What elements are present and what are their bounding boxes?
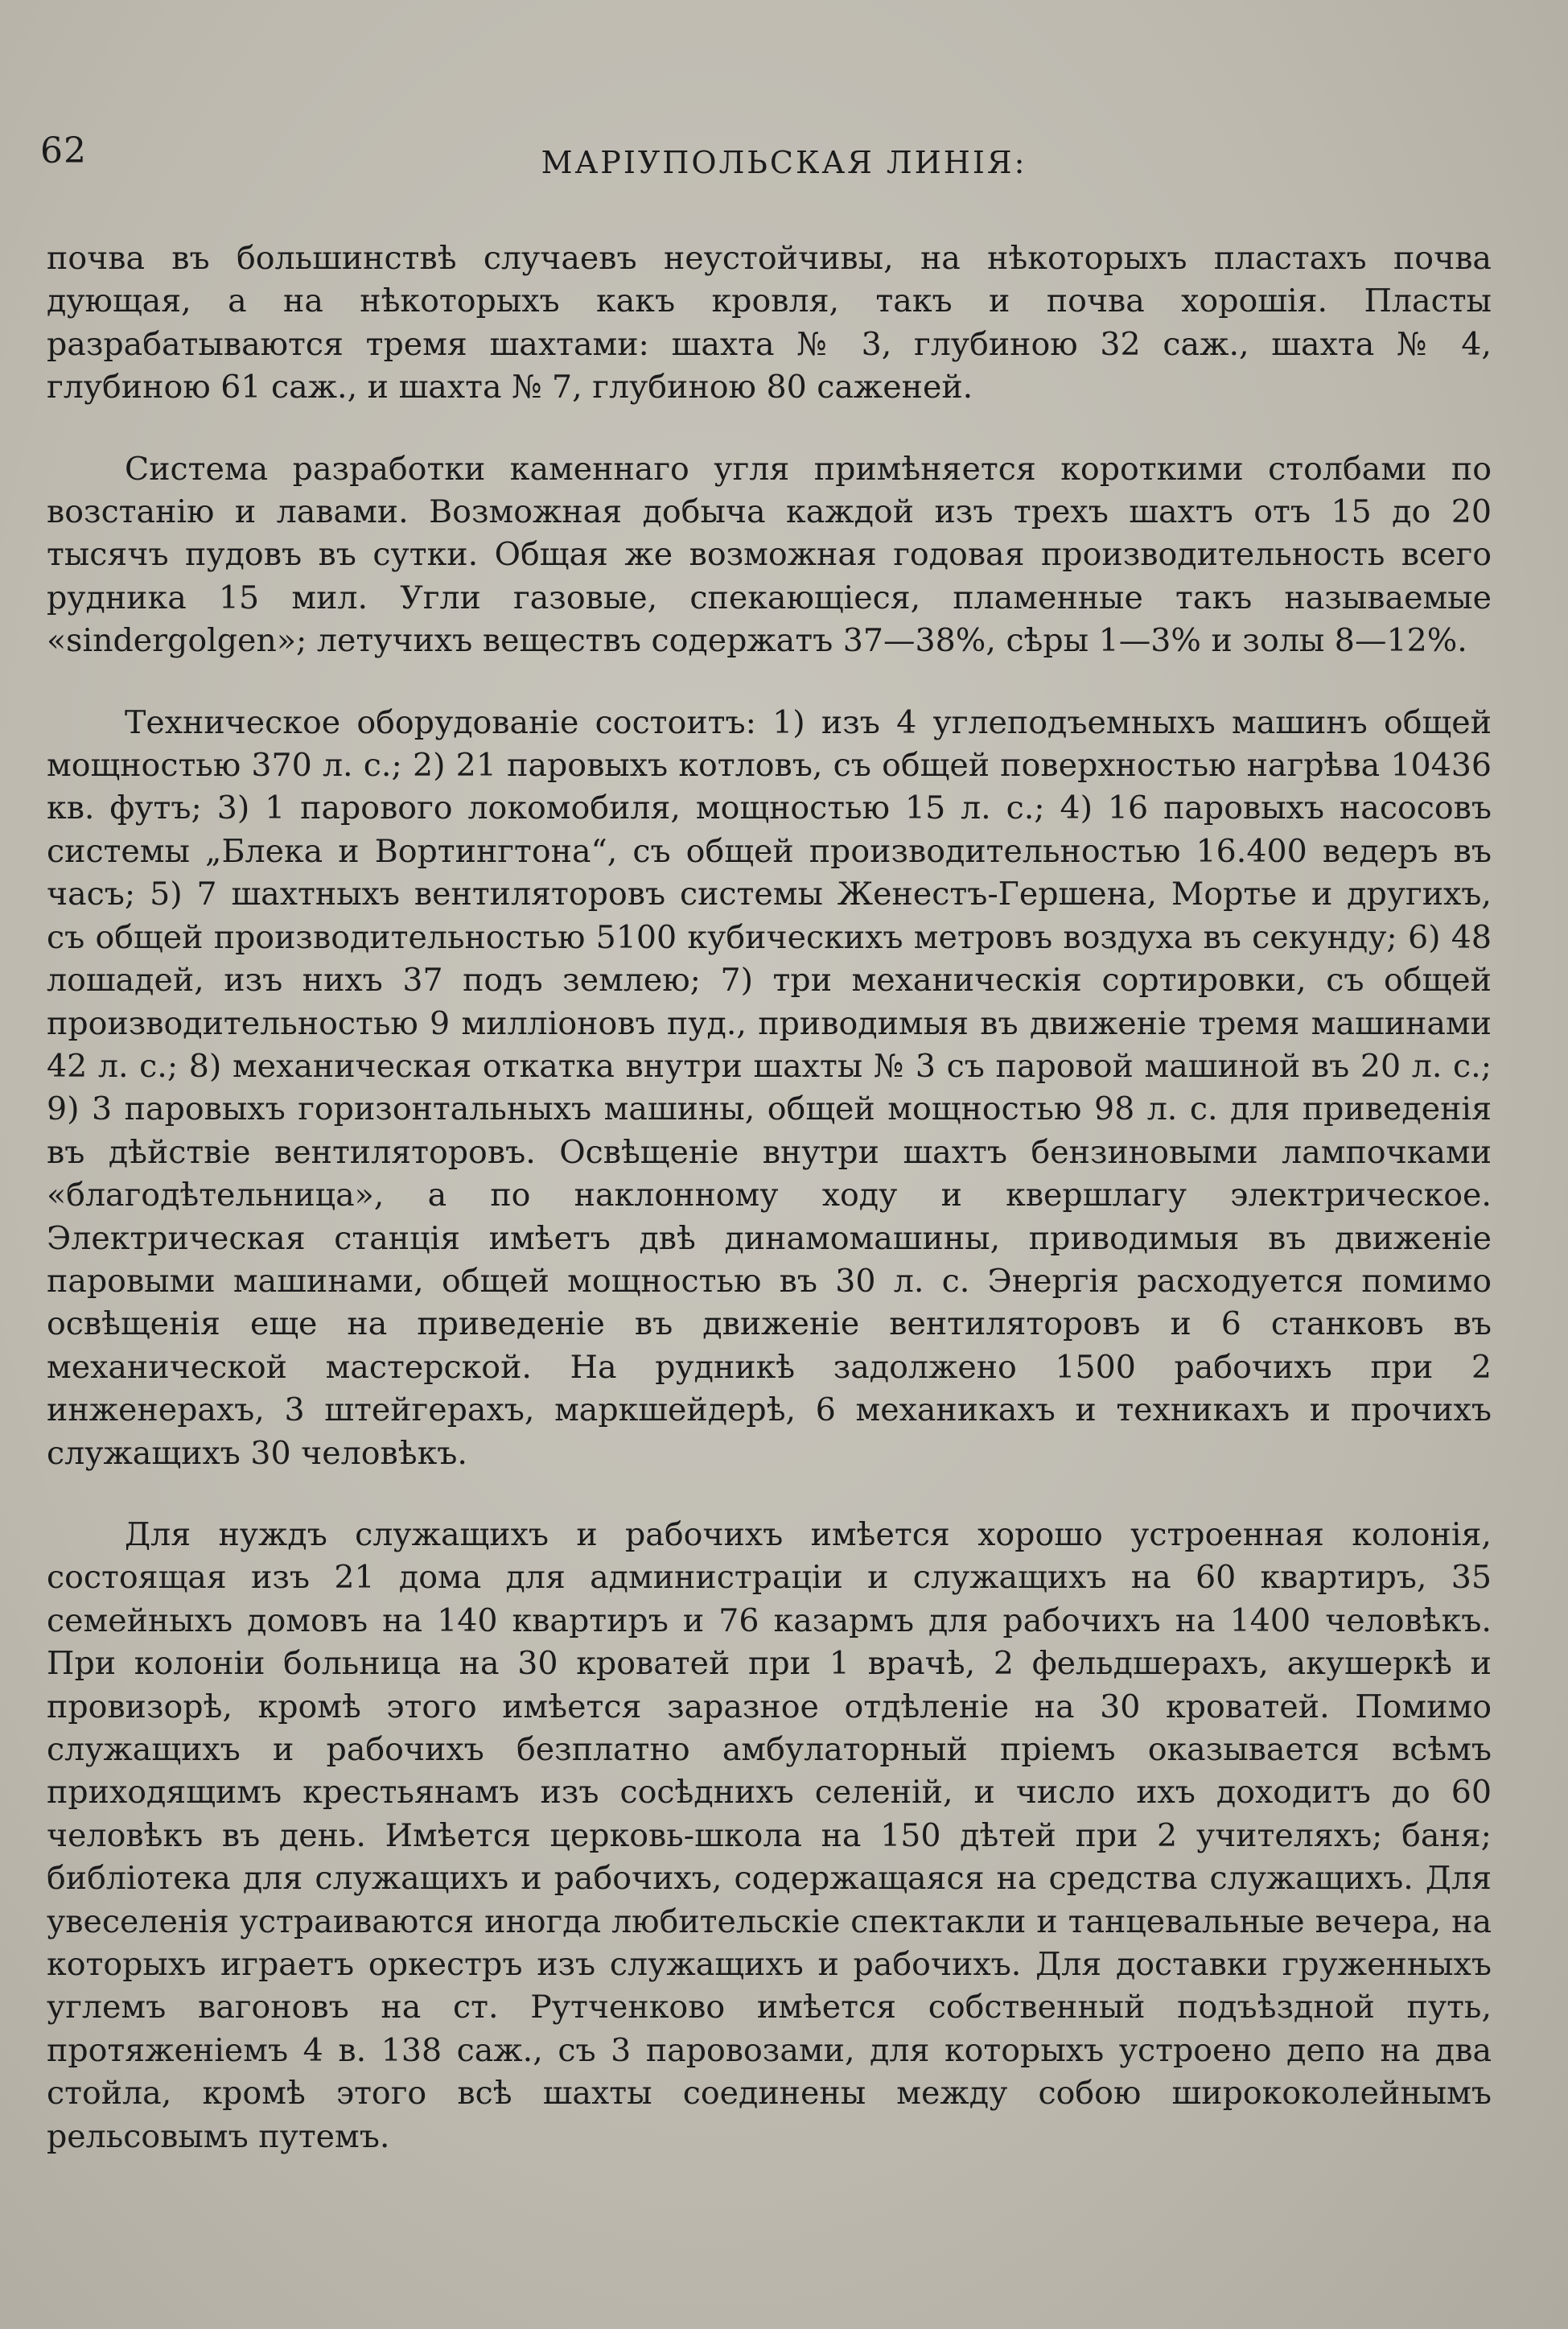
body-text [47,237,1492,2158]
running-title: МАРІУПОЛЬСКАЯ ЛИНІЯ: [541,145,1027,180]
page-number: 62 [40,130,87,171]
paragraph-colony: Для нуждъ служащихъ и рабочихъ имѣется хорошо устроенная колонія, состоящая изъ 21 дома для администраціи и служащихъ на 60 квартиръ, 35 семейныхъ домовъ на 140 квартиръ и 76 казармъ для рабочихъ на 1400 человѣкъ. При колоніи больница на 30 кроватей при 1 врачѣ, 2 фельдшерахъ, акушеркѣ и провизорѣ, кромѣ этого имѣется заразное отдѣленіе на 30 кроватей. Помимо служащихъ и рабочихъ безплатно амбулаторный пріемъ оказывается всѣмъ приходящимъ крестьянамъ изъ сосѣднихъ селеній, и число ихъ доходитъ до 60 человѣкъ въ день. Имѣется церковь-школа на 150 дѣтей при 2 учителяхъ; баня; библіотека для служащихъ и рабочихъ, содержащаяся на средства служащихъ. Для увеселенія устраиваются иногда любительскіе спектакли и танцевальные вечера, на которыхъ играетъ оркестръ изъ служащихъ и рабочихъ. Для доставки груженныхъ углемъ вагоновъ на ст. Рутченково имѣется собственный подъѣздной путь, протяженіемъ 4 в. 138 саж., съ 3 паровозами, для которыхъ устроено депо на два стойла, кромѣ этого всѣ шахты соединены между собою ширококолейнымъ рельсовымъ путемъ. [47,1515,1492,2155]
paragraph-mining-system: Система разработки каменнаго угля примѣняется короткими столбами по возстанію и лавами. Возможная добыча каждой изъ трехъ шахтъ отъ 15 до 20 тысячъ пудовъ въ сутки. Общая же возможная годовая производительность всего рудника 15 мил. Угли газовые, спекающіеся, пламенные такъ называемые «sindergolgen»; летучихъ веществъ содержатъ 37—38%, сѣры 1—3% и золы 8—12%. [47,450,1492,660]
paragraph-technical-equipment: Техническое оборудованіе состоитъ: 1) изъ 4 углеподъемныхъ машинъ общей мощностью 370 л. с.; 2) 21 паровыхъ котловъ, съ общей поверхностью нагрѣва 10436 кв. футъ; 3) 1 парового локомобиля, мощностью 15 л. с.; 4) 16 паровыхъ насосовъ системы „Блека и Вортингтона“, съ общей производительностью 16.400 ведеръ въ часъ; 5) 7 шахтныхъ вентиляторовъ системы Женестъ-Гершена, Мортье и другихъ, съ общей производительностью 5100 кубическихъ метровъ воздуха въ секунду; 6) 48 лошадей, изъ нихъ 37 подъ землею; 7) три механическія сортировки, съ общей производительностью 9 милліоновъ пуд., приводимыя въ движеніе тремя машинами 42 л. с.; 8) механическая откатка внутри шахты № 3 съ паровой машиной въ 20 л. с.; 9) 3 паровыхъ горизонтальныхъ машины, общей мощностью 98 л. с. для приведенія въ дѣйствіе вентиляторовъ. Освѣщеніе внутри шахтъ бензиновыми лампочками «благодѣтельница», а по наклонному ходу и квершлагу электрическое. Электрическая станція имѣетъ двѣ динамомашины, приводимыя въ движеніе паровыми машинами, общей мощностью въ 30 л. с. Энергія расходуется помимо освѣщенія еще на приведеніе въ движеніе вентиляторовъ и 6 станковъ въ механической мастерской. На рудникѣ задолжено 1500 рабочихъ при 2 инженерахъ, 3 штейгерахъ, маркшейдерѣ, 6 механикахъ и техникахъ и прочихъ служащихъ 30 человѣкъ. [47,703,1492,1472]
paragraph-continued: почва въ большинствѣ случаевъ неустойчивы, на нѣкоторыхъ пластахъ почва дующая, а на нѣкоторыхъ какъ кровля, такъ и почва хорошія. Пласты разрабатываются тремя шахтами: шахта № 3, глубиною 32 саж., шахта № 4, глубиною 61 саж., и шахта № 7, глубиною 80 саженей. [47,240,1492,406]
